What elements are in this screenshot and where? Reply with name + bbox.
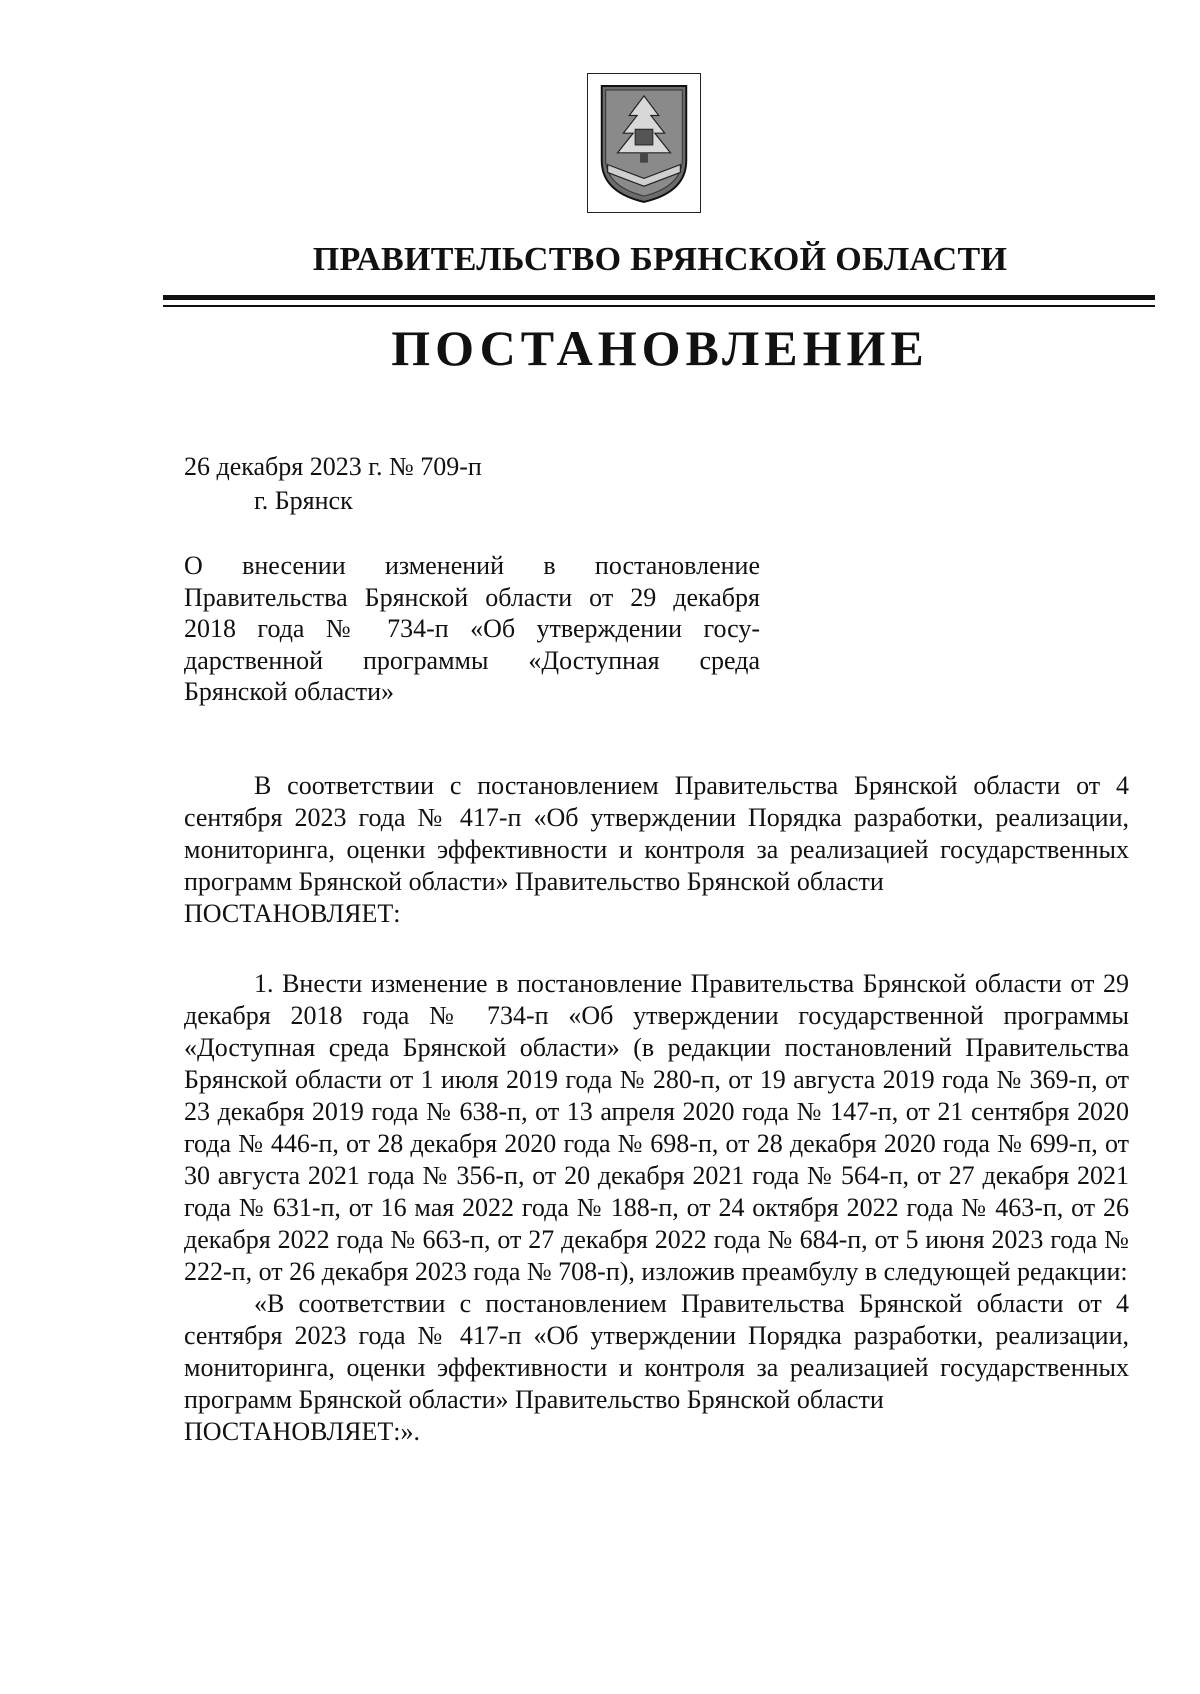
preamble-paragraph: В соответствии с постановлением Правительства Брянской области от 4 сентября 2023 года № 417-п «Об утверждении Порядка разработки, реализации, мониторинга, оценки эффективности и контроля за реализацией государственных программ Брянской области» Правительство Брянской области: [184, 771, 1129, 896]
quoted-preamble-paragraph: «В соответствии с постановлением Правительства Брянской области от 4 сентября 2023 года № 417-п «Об утверждении Порядка разработки, реализации, мониторинга, оценки эффективности и контроля за реализацией государственных программ Брянской области» Правительство Брянской области: [184, 1289, 1129, 1414]
quoted-decree-word: ПОСТАНОВЛЯЕТ:».: [184, 1417, 420, 1446]
decree-word: ПОСТАНОВЛЯЕТ:: [184, 899, 401, 928]
document-subject: О внесении изменений в постановление Правительства Брянской области от 29 декабря 2018 года № 734-п «Об утверждении государственной программы «Доступная среда Брянской области»: [184, 551, 760, 706]
document-meta: [184, 450, 482, 518]
document-type-title: ПОСТАНОВЛЕНИЕ: [391, 320, 929, 376]
item-1-paragraph: 1. Внести изменение в постановление Правительства Брянской области от 29 декабря 2018 года № 734-п «Об утверждении государственной программы «Доступная среда Брянской области» (в редакции постановлений Правительства Брянской области от 1 июля 2019 года № 280-п, от 19 августа 2019 года № 369-п, от 23 декабря 2019 года № 638-п, от 13 апреля 2020 года № 147-п, от 21 сентября 2020 года № 446-п, от 28 декабря 2020 года № 698-п, от 28 декабря 2020 года № 699-п, от 30 августа 2021 года № 356-п, от 20 декабря 2021 года № 564-п, от 27 декабря 2021 года № 631-п, от 16 мая 2022 года № 188-п, от 24 октября 2022 года № 463-п, от 26 декабря 2022 года № 663-п, от 27 декабря 2022 года № 684-п, от 5 июня 2023 года № 222-п, от 26 декабря 2023 года № 708-п), изложив преамбулу в следующей редакции:: [184, 969, 1129, 1286]
document-body: [184, 770, 1129, 1448]
date-number: 26 декабря 2023 г. № 709-п: [184, 452, 482, 481]
brjansk-coat-of-arms-icon: [588, 74, 700, 212]
organization-title: ПРАВИТЕЛЬСТВО БРЯНСКОЙ ОБЛАСТИ: [312, 241, 1008, 278]
coat-of-arms-frame: [587, 73, 701, 213]
header-rule-thin: [163, 305, 1155, 307]
city: г. Брянск: [254, 486, 353, 515]
header-rule-thick: [163, 295, 1155, 300]
